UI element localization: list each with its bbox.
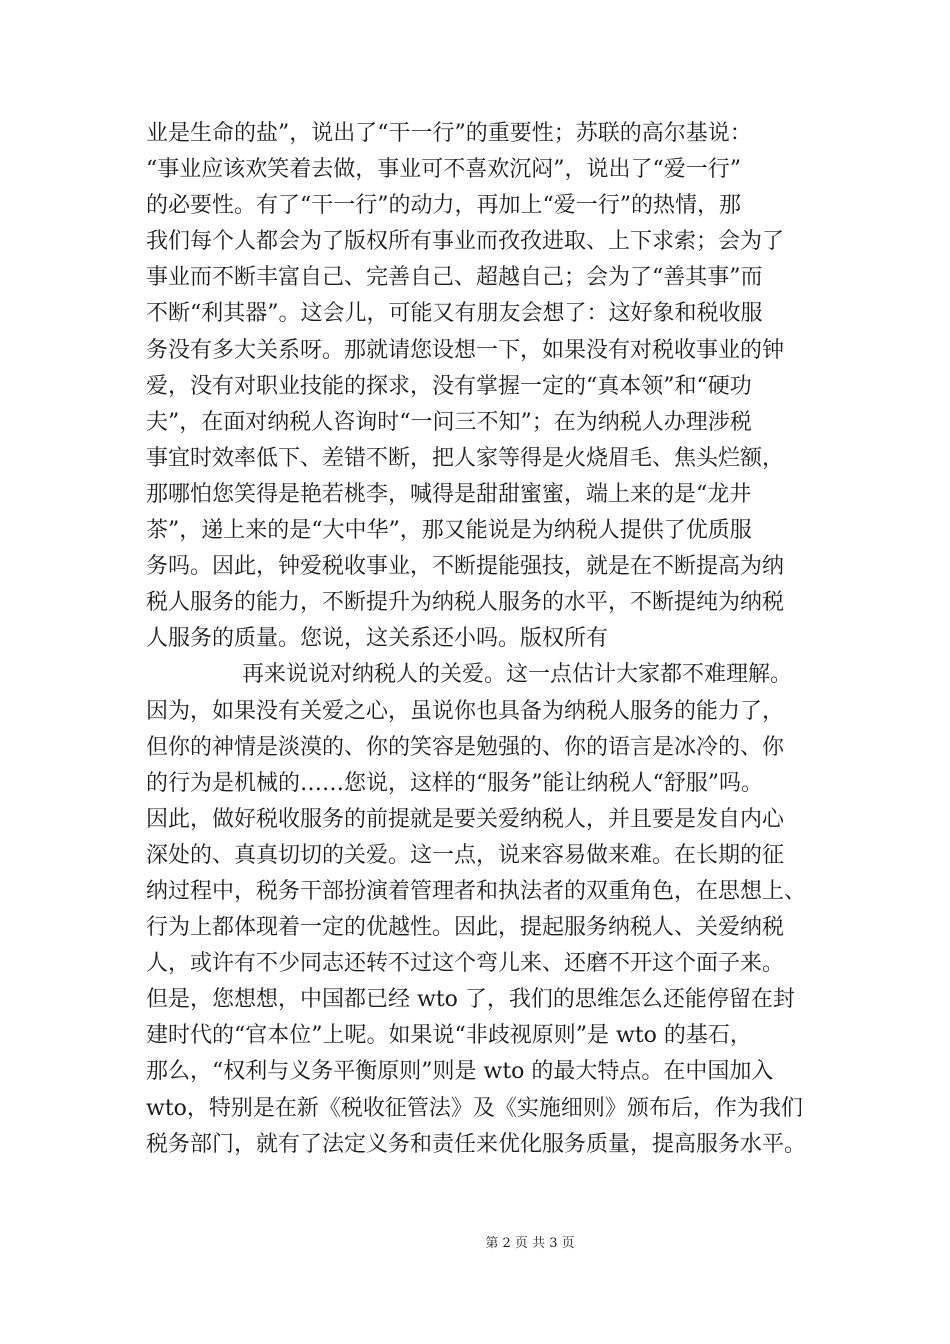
text-line: 建时代的“官本位”上呢。如果说“非歧视原则”是 wto 的基石， bbox=[146, 1023, 752, 1049]
text-line: 的行为是机械的……您说，这样的“服务”能让纳税人“舒服”吗。 bbox=[146, 770, 763, 796]
text-line: “事业应该欢笑着去做，事业可不喜欢沉闷”，说出了“爱一行” bbox=[146, 157, 741, 183]
text-line: wto，特别是在新《税收征管法》及《实施细则》颁布后，作为我们 bbox=[146, 1095, 803, 1121]
paragraph-start-line: 再来说说对纳税人的关爱。这一点估计大家都不难理解。 bbox=[242, 662, 793, 688]
text-line: 行为上都体现着一定的优越性。因此，提起服务纳税人、关爱纳税 bbox=[146, 915, 785, 941]
text-line: 事宜时效率低下、差错不断，把人家等得是火烧眉毛、焦头烂额， bbox=[146, 445, 785, 471]
text-line: 税务部门，就有了法定义务和责任来优化服务质量，提高服务水平。 bbox=[146, 1131, 807, 1157]
text-line: 税人服务的能力，不断提升为纳税人服务的水平，不断提纯为纳税 bbox=[146, 590, 785, 616]
text-line: 因此，做好税收服务的前提就是要关爱纳税人，并且要是发自内心 bbox=[146, 806, 785, 832]
text-line: 人服务的质量。您说，这关系还小吗。版权所有 bbox=[146, 626, 609, 652]
text-line: 务吗。因此，钟爱税收事业，不断提能强技，就是在不断提高为纳 bbox=[146, 554, 785, 580]
page-number: 第 2 页 共 3 页 bbox=[485, 1236, 575, 1251]
text-line: 我们每个人都会为了版权所有事业而孜孜进取、上下求索；会为了 bbox=[146, 229, 785, 255]
text-line: 业是生命的盐”，说出了“干一行”的重要性；苏联的高尔基说： bbox=[146, 121, 752, 146]
text-line: 夫”，在面对纳税人咨询时“一问三不知”；在为纳税人办理涉税 bbox=[146, 409, 752, 435]
document-body bbox=[146, 116, 826, 1163]
text-line: 那么，“权利与义务平衡原则”则是 wto 的最大特点。在中国加入 bbox=[146, 1059, 774, 1085]
page-footer bbox=[0, 1232, 950, 1251]
text-line: 爱，没有对职业技能的探求，没有掌握一定的“真本领”和“硬功 bbox=[146, 373, 752, 399]
text-line: 纳过程中，税务干部扮演着管理者和执法者的双重角色，在思想上、 bbox=[146, 878, 807, 904]
text-line: 不断“利其器”。这会儿，可能又有朋友会想了：这好象和税收服 bbox=[146, 301, 763, 327]
text-line: 深处的、真真切切的关爱。这一点，说来容易做来难。在长期的征 bbox=[146, 842, 785, 868]
text-line: 那哪怕您笑得是艳若桃李，喊得是甜甜蜜蜜，端上来的是“龙井 bbox=[146, 481, 752, 507]
text-line: 务没有多大关系呀。那就请您设想一下，如果没有对税收事业的钟 bbox=[146, 337, 785, 363]
text-line: 茶”，递上来的是“大中华”，那又能说是为纳税人提供了优质服 bbox=[146, 518, 752, 544]
text-line: 事业而不断丰富自己、完善自己、超越自己；会为了“善其事”而 bbox=[146, 265, 763, 291]
text-line: 因为，如果没有关爱之心，虽说你也具备为纳税人服务的能力了， bbox=[146, 698, 785, 724]
text-line: 人，或许有不少同志还转不过这个弯儿来、还磨不开这个面子来。 bbox=[146, 951, 785, 977]
text-line: 的必要性。有了“干一行”的动力，再加上“爱一行”的热情，那 bbox=[146, 193, 741, 219]
text-line: 但你的神情是淡漠的、你的笑容是勉强的、你的语言是冰冷的、你 bbox=[146, 734, 785, 760]
text-line: 但是，您想想，中国都已经 wto 了，我们的思维怎么还能停留在封 bbox=[146, 987, 795, 1013]
